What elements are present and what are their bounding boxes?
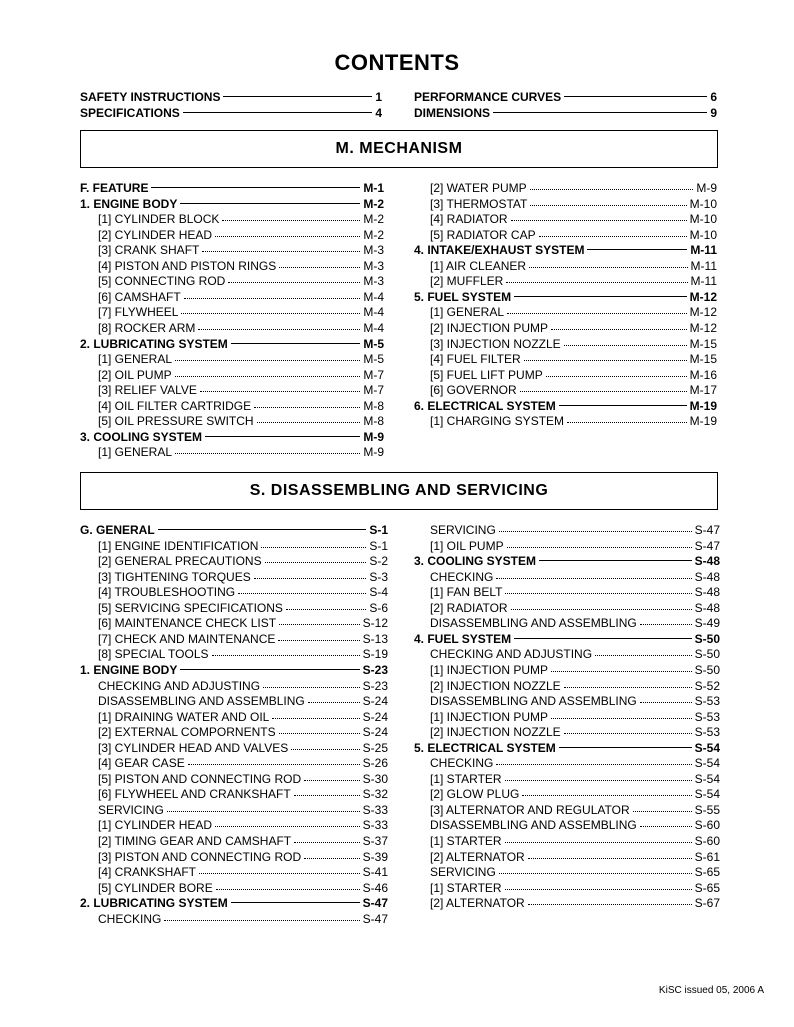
toc-entry-label: [3] CRANK SHAFT [98,243,200,258]
toc-entry-page: S-33 [362,818,388,833]
toc-entry-label: [2] INJECTION NOZZLE [430,725,561,740]
toc-entry-page: S-65 [694,880,720,895]
leader-dots [279,723,360,734]
toc-entry-label: [1] CHARGING SYSTEM [430,414,565,429]
toc-entry-page: 4 [375,105,382,120]
toc-entry-label: [2] RADIATOR [430,600,508,615]
leader-dots [164,910,359,921]
section-m-right-column [414,181,717,463]
toc-entry-page: S-48 [694,585,720,600]
toc-entry-page: M-9 [363,429,384,444]
leader-dots [564,723,692,734]
toc-entry-label: 1. ENGINE BODY [80,662,178,677]
toc-entry-label: [1] DRAINING WATER AND OIL [98,709,270,724]
toc-entry-label: [8] SPECIAL TOOLS [98,647,209,662]
leader-dots [279,257,360,268]
toc-entry-page: M-2 [363,227,384,242]
toc-entry-label: [5] FUEL LIFT PUMP [430,367,543,382]
toc-entry-label: [5] OIL PRESSURE SWITCH [98,414,254,429]
toc-entry-page: M-17 [689,383,717,398]
toc-entry-page: M-10 [689,196,717,211]
toc-entry-label: 6. ELECTRICAL SYSTEM [414,398,556,413]
toc-entry-page: M-4 [363,305,384,320]
leader-dots [294,832,360,843]
footer-issue-note: KiSC issued 05, 2006 A [658,985,764,996]
toc-entry-label: [5] PISTON AND CONNECTING ROD [98,771,302,786]
toc-entry-page: S-49 [694,616,720,631]
toc-entry-page: S-53 [694,709,720,724]
toc-entry-page: M-12 [689,305,717,320]
toc-entry-label: [2] TIMING GEAR AND CAMSHAFT [98,834,292,848]
toc-entry-page: S-1 [369,538,388,553]
leader-dots [215,226,360,237]
toc-entry-label: DISASSEMBLING AND ASSEMBLING [430,694,637,709]
toc-entry-page: S-23 [362,678,388,693]
toc-entry-label: [2] GENERAL PRECAUTIONS [98,554,262,569]
toc-entry-page: M-5 [363,352,384,367]
toc-entry [80,445,384,461]
leader-line [231,333,361,344]
toc-entry-label: [2] INJECTION PUMP [430,320,549,335]
toc-entry [80,106,382,122]
top-right-list [414,90,717,121]
toc-entry-label: CHECKING [430,569,494,584]
toc-entry-page: M-12 [689,289,717,304]
toc-entry-label: [3] PISTON AND CONNECTING ROD [98,849,302,864]
leader-dots [222,210,360,221]
toc-entry-page: M-15 [689,336,717,351]
leader-dots [551,708,692,719]
toc-entry-label: [6] CAMSHAFT [98,289,181,304]
toc-entry-label: DISASSEMBLING AND ASSEMBLING [98,694,305,709]
toc-entry-page: M-2 [363,196,384,211]
leader-dots [505,770,692,781]
toc-entry-page: M-5 [363,336,384,351]
toc-entry-label: [1] GENERAL [98,352,173,367]
toc-entry-label: DIMENSIONS [414,105,491,120]
toc-entry-label: [3] RELIEF VALVE [98,383,197,398]
leader-dots [278,630,359,641]
leader-dots [216,879,360,890]
leader-line [539,550,692,561]
toc-entry-label: [1] GENERAL [98,445,173,460]
toc-entry-page: 6 [710,90,717,104]
toc-entry-label: [3] INJECTION NOZZLE [430,336,561,351]
toc-entry-page: S-55 [694,802,720,817]
leader-line [493,102,707,113]
toc-entry-label: [2] ALTERNATOR [430,849,525,864]
toc-entry-page: M-1 [363,181,384,195]
toc-entry-page: S-60 [694,818,720,833]
leader-dots [215,816,360,827]
section-m-left-column [80,181,384,463]
toc-entry-label: [7] FLYWHEEL [98,305,179,320]
toc-entry-page: M-19 [689,398,717,413]
toc-entry-page: M-11 [690,243,717,258]
toc-entry-page: S-47 [694,538,720,553]
leader-dots [238,583,366,594]
toc-entry-label: [5] CONNECTING ROD [98,274,226,289]
toc-entry-label: F. FEATURE [80,181,149,195]
toc-entry-page: S-52 [694,678,720,693]
leader-dots [511,210,687,221]
toc-entry-page: S-4 [369,585,388,600]
toc-entry-page: S-46 [362,880,388,895]
toc-entry-page: S-48 [694,554,720,569]
toc-entry-label: [2] CYLINDER HEAD [98,227,213,242]
toc-entry-page: S-53 [694,725,720,740]
leader-dots [202,241,360,252]
toc-entry-label: [2] WATER PUMP [430,181,527,195]
toc-entry-label: [6] FLYWHEEL AND CRANKSHAFT [98,787,291,802]
toc-entry-label: [3] CYLINDER HEAD AND VALVES [98,740,289,755]
leader-dots [304,770,360,781]
leader-dots [265,552,367,563]
leader-dots [496,754,691,765]
toc-entry-label: [2] EXTERNAL COMPORNENTS [98,725,276,740]
toc-entry-label: SAFETY INSTRUCTIONS [80,90,221,104]
leader-line [559,395,687,406]
toc-entry-page: S-12 [362,616,388,631]
toc-entry-page: S-19 [362,647,388,662]
toc-entry-label: [4] RADIATOR [430,212,508,227]
toc-entry-page: S-60 [694,834,720,848]
toc-entry-page: S-3 [369,569,388,584]
toc-entry-page: S-39 [362,849,388,864]
leader-dots [175,366,361,377]
toc-entry-label: [2] INJECTION NOZZLE [430,678,561,693]
leader-line [205,426,360,437]
toc-entry-label: [1] INJECTION PUMP [430,662,549,677]
toc-entry-page: M-8 [363,398,384,413]
toc-entry-label: [2] ALTERNATOR [430,896,525,911]
leader-dots [640,614,692,625]
toc-entry-page: M-8 [363,414,384,429]
leader-line [223,86,372,97]
leader-line [514,628,692,639]
toc-entry-page: M-11 [690,274,717,289]
toc-entry-page: S-2 [369,554,388,569]
toc-entry-page: M-4 [363,289,384,304]
toc-entry-page: M-10 [689,212,717,227]
toc-entry-page: M-3 [363,258,384,273]
leader-dots [551,319,687,330]
toc-entry-label: CHECKING AND ADJUSTING [430,647,593,662]
leader-dots [640,692,692,703]
toc-entry-page: S-61 [694,849,720,864]
top-left-list [80,90,382,121]
toc-entry-label: SERVICING [430,865,496,880]
toc-entry-page: S-24 [362,694,388,709]
section-s-heading: S. DISASSEMBLING AND SERVICING [80,472,718,510]
toc-entry-label: [1] OIL PUMP [430,538,504,553]
toc-entry-label: [3] TIGHTENING TORQUES [98,569,251,584]
toc-entry-label: [7] CHECK AND MAINTENANCE [98,631,276,646]
toc-entry-label: [4] TROUBLESHOOTING [98,585,236,600]
leader-dots [522,785,691,796]
toc-entry-page: M-9 [696,181,717,195]
leader-dots [198,319,360,330]
leader-dots [539,226,687,237]
leader-dots [254,397,360,408]
toc-entry-page: M-4 [363,320,384,335]
leader-dots [528,894,692,905]
toc-entry-label: 5. ELECTRICAL SYSTEM [414,740,556,755]
leader-dots [530,195,686,206]
toc-entry-page: M-10 [689,227,717,242]
leader-dots [524,350,687,361]
toc-entry [80,912,388,928]
toc-entry-label: [3] ALTERNATOR AND REGULATOR [430,802,630,817]
leader-line [151,177,360,188]
toc-entry-page: M-3 [363,274,384,289]
toc-entry-page: S-50 [694,662,720,677]
toc-entry-page: S-67 [694,896,720,911]
toc-entry-label: 2. LUBRICATING SYSTEM [80,896,228,911]
toc-entry-label: [1] ENGINE IDENTIFICATION [98,538,259,553]
toc-entry-label: [4] PISTON AND PISTON RINGS [98,258,277,273]
toc-entry-label: CHECKING [430,756,494,771]
toc-entry-label: [1] STARTER [430,880,502,895]
toc-entry-page: S-26 [362,756,388,771]
toc-entry-label: [5] RADIATOR CAP [430,227,536,242]
leader-dots [181,303,360,314]
leader-dots [529,257,688,268]
toc-entry-label: G. GENERAL [80,523,155,537]
toc-entry-page: S-33 [362,802,388,817]
leader-line [180,659,359,670]
toc-entry-page: S-32 [362,787,388,802]
leader-dots [261,537,366,548]
page-title: CONTENTS [334,50,460,75]
toc-entry-label: [5] SERVICING SPECIFICATIONS [98,600,283,615]
leader-dots [188,754,360,765]
toc-entry-label: SERVICING [98,802,164,817]
toc-entry-page: 1 [375,90,382,104]
leader-dots [507,303,687,314]
toc-entry-label: 4. INTAKE/EXHAUST SYSTEM [414,243,585,258]
leader-dots [506,272,687,283]
leader-dots [595,645,692,656]
toc-entry [414,896,720,912]
leader-dots [175,350,360,361]
toc-entry-label: [4] CRANKSHAFT [98,865,197,880]
leader-dots [546,366,687,377]
toc-entry-label: [4] OIL FILTER CARTRIDGE [98,398,252,413]
toc-entry-page: S-48 [694,600,720,615]
toc-entry [414,414,717,430]
leader-dots [496,568,691,579]
toc-entry-page: S-54 [694,787,720,802]
toc-entry-page: S-65 [694,865,720,880]
toc-entry-page: 9 [710,105,717,120]
leader-dots [308,692,360,703]
leader-dots [200,381,360,392]
toc-entry-label: [1] CYLINDER BLOCK [98,212,220,227]
toc-entry-page: M-19 [689,414,717,429]
toc-entry-label: 2. LUBRICATING SYSTEM [80,336,228,351]
leader-dots [499,521,692,532]
leader-dots [294,785,360,796]
toc-entry-page: S-13 [362,631,388,646]
leader-dots [520,381,687,392]
toc-entry-label: [4] GEAR CASE [98,756,185,771]
leader-dots [199,863,360,874]
toc-entry-label: [1] CYLINDER HEAD [98,818,213,833]
toc-entry-label: [2] MUFFLER [430,274,504,289]
toc-entry-page: M-16 [689,367,717,382]
toc-entry-page: S-47 [362,911,388,926]
toc-entry-label: 1. ENGINE BODY [80,196,178,211]
leader-dots [175,443,360,454]
leader-dots [511,599,692,610]
leader-line [514,286,687,297]
toc-entry-page: M-7 [363,367,384,382]
leader-dots [507,537,692,548]
toc-entry-label: DISASSEMBLING AND ASSEMBLING [430,616,637,631]
toc-entry-label: [6] GOVERNOR [430,383,517,398]
leader-dots [257,412,361,423]
leader-dots [304,848,360,859]
toc-entry-label: [3] THERMOSTAT [430,196,528,211]
toc-entry-label: 3. COOLING SYSTEM [80,429,203,444]
leader-dots [228,272,360,283]
leader-dots [505,832,692,843]
leader-dots [567,412,687,423]
leader-dots [530,179,694,190]
toc-entry-label: [4] FUEL FILTER [430,352,521,367]
leader-dots [499,863,692,874]
toc-entry-label: [2] OIL PUMP [98,367,172,382]
leader-line [158,519,367,530]
toc-entry-page: S-47 [694,523,720,537]
leader-line [183,102,373,113]
toc-entry-page: M-12 [689,320,717,335]
toc-entry-page: M-11 [690,258,717,273]
leader-line [180,193,360,204]
toc-entry-label: [1] FAN BELT [430,585,503,600]
toc-entry-label: [2] GLOW PLUG [430,787,520,802]
leader-dots [272,708,359,719]
toc-entry-page: S-53 [694,694,720,709]
leader-line [231,892,360,903]
toc-entry-label: PERFORMANCE CURVES [414,90,562,104]
toc-entry-label: [1] STARTER [430,771,502,786]
leader-dots [505,879,692,890]
toc-entry-page: M-9 [363,445,384,460]
toc-entry-label: SERVICING [430,523,496,537]
toc-entry-page: S-54 [694,740,720,755]
toc-entry-page: S-1 [369,523,388,537]
toc-entry-page: S-23 [362,662,388,677]
section-s-right-column [414,523,720,929]
leader-line [559,737,692,748]
toc-entry-page: M-2 [363,212,384,227]
leader-dots [212,645,360,656]
leader-dots [263,677,360,688]
toc-entry-page: M-3 [363,243,384,258]
leader-line [564,86,707,97]
toc-entry-page: S-30 [362,771,388,786]
toc-entry-page: S-54 [694,771,720,786]
toc-entry-page: S-48 [694,569,720,584]
leader-line [587,239,687,250]
toc-entry-page: S-50 [694,647,720,662]
leader-dots [551,661,692,672]
toc-entry-page: S-37 [362,834,388,848]
toc-entry-label: 4. FUEL SYSTEM [414,631,512,646]
toc-entry-label: [1] STARTER [430,834,502,848]
toc-entry-page: S-6 [369,600,388,615]
toc-entry-label: [6] MAINTENANCE CHECK LIST [98,616,277,631]
leader-dots [286,599,366,610]
toc-entry-page: S-50 [694,631,720,646]
leader-dots [184,288,361,299]
leader-dots [279,614,360,625]
section-m-heading: M. MECHANISM [80,130,718,168]
leader-dots [291,739,359,750]
toc-entry-label: CHECKING AND ADJUSTING [98,678,261,693]
toc-entry-page: S-54 [694,756,720,771]
toc-entry-label: DISASSEMBLING AND ASSEMBLING [430,818,637,833]
leader-dots [528,848,692,859]
toc-entry-label: SPECIFICATIONS [80,105,180,120]
leader-dots [633,801,692,812]
toc-entry-page: S-25 [362,740,388,755]
toc-entry-page: S-41 [362,865,388,880]
toc-entry-page: S-47 [362,896,388,911]
toc-entry-label: [1] INJECTION PUMP [430,709,549,724]
toc-entry-page: S-24 [362,709,388,724]
toc-entry-label: 3. COOLING SYSTEM [414,554,537,569]
toc-entry-label: [1] AIR CLEANER [430,258,527,273]
toc-entry-label: CHECKING [98,911,162,926]
leader-dots [167,801,360,812]
toc-entry-page: M-15 [689,352,717,367]
toc-entry-label: [1] GENERAL [430,305,505,320]
leader-dots [505,583,691,594]
toc-entry-page: S-24 [362,725,388,740]
leader-dots [564,335,687,346]
toc-entry-label: [5] CYLINDER BORE [98,880,213,895]
leader-dots [564,677,692,688]
leader-dots [254,568,367,579]
toc-entry-page: M-7 [363,383,384,398]
toc-entry-label: 5. FUEL SYSTEM [414,289,512,304]
toc-entry-label: [8] ROCKER ARM [98,320,196,335]
section-s-left-column [80,523,388,929]
leader-dots [640,816,692,827]
toc-entry [414,106,717,122]
